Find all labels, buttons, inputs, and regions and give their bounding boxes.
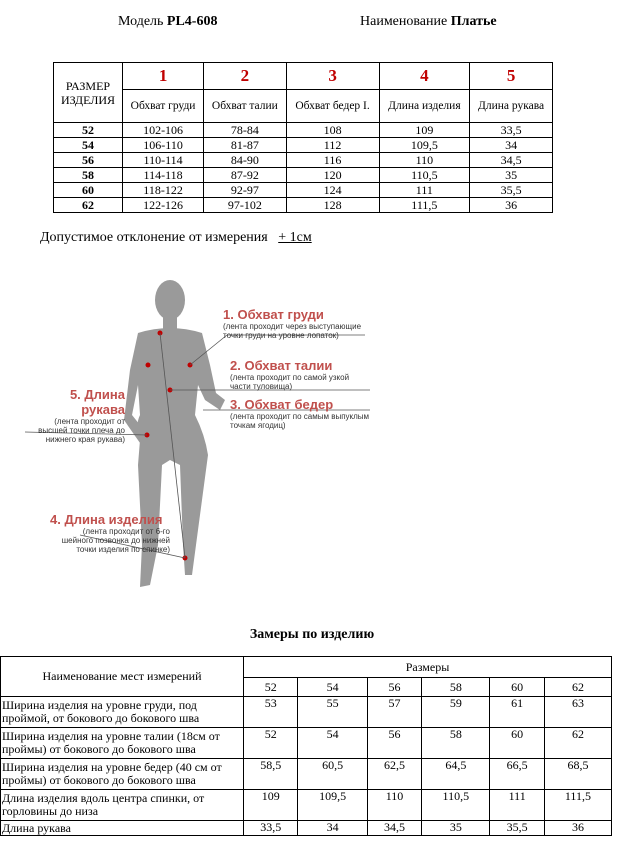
size-value-cell: 102-106 bbox=[123, 123, 204, 138]
measures-value-cell: 34 bbox=[298, 821, 367, 836]
size-value-cell: 87-92 bbox=[204, 168, 286, 183]
measures-value-cell: 54 bbox=[298, 728, 367, 759]
size-value-cell: 33,5 bbox=[470, 123, 553, 138]
size-cell: 52 bbox=[54, 123, 123, 138]
size-value-cell: 106-110 bbox=[123, 138, 204, 153]
col-num-3: 3 bbox=[286, 63, 379, 90]
size-value-cell: 120 bbox=[286, 168, 379, 183]
measures-value-cell: 55 bbox=[298, 697, 367, 728]
measures-value-cell: 58 bbox=[422, 728, 490, 759]
col-num-5: 5 bbox=[470, 63, 553, 90]
measures-value-cell: 109 bbox=[244, 790, 298, 821]
measures-value-cell: 110,5 bbox=[422, 790, 490, 821]
figure-label-4 bbox=[50, 512, 170, 554]
size-value-cell: 34 bbox=[470, 138, 553, 153]
col-label-5: Длина рукава bbox=[470, 90, 553, 123]
size-value-cell: 34,5 bbox=[470, 153, 553, 168]
size-row bbox=[54, 198, 553, 213]
size-cell: 62 bbox=[54, 198, 123, 213]
col-label-4: Длина изделия bbox=[379, 90, 470, 123]
figure-label-2 bbox=[230, 358, 370, 391]
size-value-cell: 78-84 bbox=[204, 123, 286, 138]
figure-label-3-desc: (лента проходит по самым выпуклым точкам ягодиц) bbox=[230, 412, 370, 430]
figure-label-5-title: 5. Длина рукава bbox=[69, 387, 125, 417]
measures-name-cell: Ширина изделия на уровне бедер (40 см от проймы) от бокового до бокового шва bbox=[1, 759, 244, 790]
measures-value-cell: 63 bbox=[544, 697, 611, 728]
size-value-cell: 110-114 bbox=[123, 153, 204, 168]
measures-value-cell: 53 bbox=[244, 697, 298, 728]
model-header bbox=[118, 14, 217, 30]
measures-size-header-cell: 62 bbox=[544, 678, 611, 697]
name-value: Платье bbox=[450, 14, 497, 29]
measures-name-cell: Длина рукава bbox=[1, 821, 244, 836]
size-value-cell: 36 bbox=[470, 198, 553, 213]
size-value-cell: 118-122 bbox=[123, 183, 204, 198]
measurement-figure bbox=[20, 275, 380, 605]
col-num-1: 1 bbox=[123, 63, 204, 90]
tolerance-value: + 1см bbox=[278, 230, 312, 245]
size-value-cell: 84-90 bbox=[204, 153, 286, 168]
size-row bbox=[54, 168, 553, 183]
measures-name-cell: Ширина изделия на уровне талии (18см от проймы) от бокового до бокового шва bbox=[1, 728, 244, 759]
figure-label-2-title: 2. Обхват талии bbox=[230, 358, 333, 373]
size-cell: 60 bbox=[54, 183, 123, 198]
measures-row bbox=[1, 759, 612, 790]
measures-name-cell: Ширина изделия на уровне груди, под проймой, от бокового до бокового шва bbox=[1, 697, 244, 728]
figure-label-1-desc: (лента проходит через выступающие точки груди на уровне лопаток) bbox=[223, 322, 362, 340]
measures-value-cell: 111 bbox=[490, 790, 544, 821]
size-value-cell: 108 bbox=[286, 123, 379, 138]
size-value-cell: 97-102 bbox=[204, 198, 286, 213]
size-cell: 56 bbox=[54, 153, 123, 168]
measures-sizes-header: Размеры bbox=[244, 657, 612, 678]
size-value-cell: 35 bbox=[470, 168, 553, 183]
measures-value-cell: 57 bbox=[367, 697, 421, 728]
figure-label-1-title: 1. Обхват груди bbox=[223, 307, 324, 322]
measures-row bbox=[1, 790, 612, 821]
size-cell: 54 bbox=[54, 138, 123, 153]
size-value-cell: 124 bbox=[286, 183, 379, 198]
size-value-cell: 109 bbox=[379, 123, 470, 138]
size-value-cell: 110,5 bbox=[379, 168, 470, 183]
measures-title: Замеры по изделию bbox=[249, 627, 375, 642]
col-label-2: Обхват талии bbox=[204, 90, 286, 123]
model-label: Модель bbox=[118, 14, 164, 29]
measures-size-header-cell: 56 bbox=[367, 678, 421, 697]
col-label-1: Обхват груди bbox=[123, 90, 204, 123]
figure-label-5 bbox=[25, 387, 125, 444]
col-label-3: Обхват бедер I. bbox=[286, 90, 379, 123]
figure-label-5-desc: (лента проходит от высшей точки плеча до нижнего края рукава) bbox=[38, 417, 125, 444]
size-value-cell: 128 bbox=[286, 198, 379, 213]
size-row bbox=[54, 183, 553, 198]
size-row bbox=[54, 153, 553, 168]
measures-value-cell: 60,5 bbox=[298, 759, 367, 790]
measures-value-cell: 35 bbox=[422, 821, 490, 836]
figure-label-4-desc: (лента проходит от 6-го шейного позвонка до нижней точки изделия по спинке) bbox=[61, 527, 170, 554]
measures-value-cell: 111,5 bbox=[544, 790, 611, 821]
size-value-cell: 110 bbox=[379, 153, 470, 168]
model-value: PL4-608 bbox=[166, 14, 218, 29]
measures-value-cell: 61 bbox=[490, 697, 544, 728]
tolerance-note bbox=[40, 230, 312, 246]
name-header bbox=[360, 14, 497, 30]
size-row bbox=[54, 123, 553, 138]
size-header: РАЗМЕР ИЗДЕЛИЯ bbox=[54, 63, 123, 123]
measures-name-header: Наименование мест измерений bbox=[1, 657, 244, 697]
tolerance-text: Допустимое отклонение от измерения bbox=[40, 230, 268, 245]
size-value-cell: 112 bbox=[286, 138, 379, 153]
size-value-cell: 92-97 bbox=[204, 183, 286, 198]
figure-label-1 bbox=[223, 307, 373, 340]
measures-row bbox=[1, 728, 612, 759]
measures-value-cell: 59 bbox=[422, 697, 490, 728]
measures-row bbox=[1, 697, 612, 728]
measures-value-cell: 33,5 bbox=[244, 821, 298, 836]
size-value-cell: 111,5 bbox=[379, 198, 470, 213]
size-value-cell: 116 bbox=[286, 153, 379, 168]
name-label: Наименование bbox=[360, 14, 448, 29]
measures-value-cell: 66,5 bbox=[490, 759, 544, 790]
measures-value-cell: 36 bbox=[544, 821, 611, 836]
size-value-cell: 109,5 bbox=[379, 138, 470, 153]
figure-label-3-title: 3. Обхват бедер bbox=[230, 397, 334, 412]
measures-value-cell: 52 bbox=[244, 728, 298, 759]
measures-size-header-cell: 52 bbox=[244, 678, 298, 697]
measures-size-header-cell: 58 bbox=[422, 678, 490, 697]
size-cell: 58 bbox=[54, 168, 123, 183]
size-value-cell: 114-118 bbox=[123, 168, 204, 183]
figure-label-4-title: 4. Длина изделия bbox=[50, 512, 163, 527]
figure-label-2-desc: (лента проходит по самой узкой части туловища) bbox=[230, 373, 350, 391]
measures-value-cell: 109,5 bbox=[298, 790, 367, 821]
measures-size-header-cell: 60 bbox=[490, 678, 544, 697]
size-value-cell: 111 bbox=[379, 183, 470, 198]
size-row bbox=[54, 138, 553, 153]
size-table bbox=[53, 62, 553, 213]
measures-row bbox=[1, 821, 612, 836]
col-num-4: 4 bbox=[379, 63, 470, 90]
measures-value-cell: 68,5 bbox=[544, 759, 611, 790]
measures-size-header-cell: 54 bbox=[298, 678, 367, 697]
measures-value-cell: 110 bbox=[367, 790, 421, 821]
size-value-cell: 35,5 bbox=[470, 183, 553, 198]
measures-name-cell: Длина изделия вдоль центра спинки, от горловины до низа bbox=[1, 790, 244, 821]
measures-value-cell: 60 bbox=[490, 728, 544, 759]
measures-value-cell: 62 bbox=[544, 728, 611, 759]
col-num-2: 2 bbox=[204, 63, 286, 90]
measures-value-cell: 58,5 bbox=[244, 759, 298, 790]
measures-value-cell: 62,5 bbox=[367, 759, 421, 790]
measures-table bbox=[0, 656, 612, 836]
measures-value-cell: 64,5 bbox=[422, 759, 490, 790]
measures-value-cell: 35,5 bbox=[490, 821, 544, 836]
figure-label-3 bbox=[230, 397, 375, 430]
measures-value-cell: 56 bbox=[367, 728, 421, 759]
size-value-cell: 81-87 bbox=[204, 138, 286, 153]
size-value-cell: 122-126 bbox=[123, 198, 204, 213]
measures-value-cell: 34,5 bbox=[367, 821, 421, 836]
